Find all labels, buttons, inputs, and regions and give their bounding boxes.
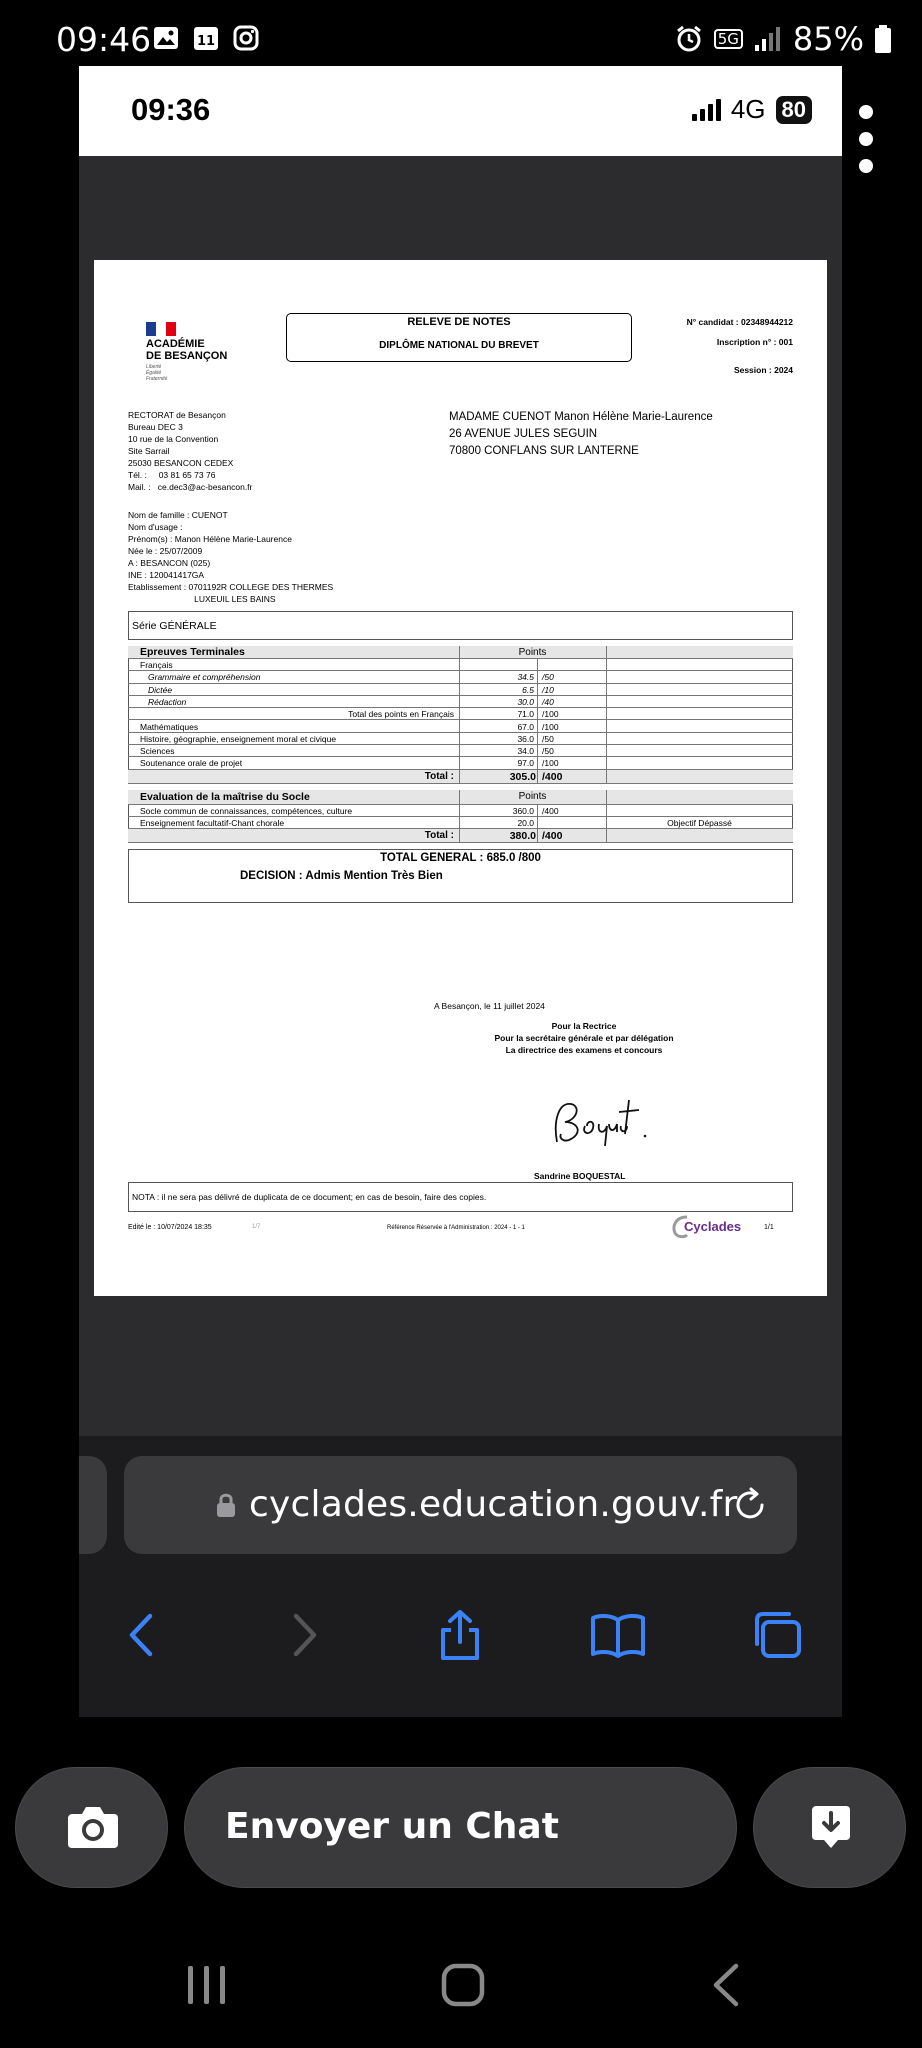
socle-score: 20.0 [517, 818, 534, 828]
score-row-label: Grammaire et compréhension [148, 672, 261, 683]
table-divider [459, 790, 460, 843]
table-divider [606, 790, 607, 843]
android-battery-percent: 85% [792, 20, 864, 58]
more-options-icon[interactable] [852, 102, 880, 176]
motto-fraternite: Fraternité [146, 376, 168, 382]
sign-line-1: Pour la Rectrice [551, 1021, 617, 1031]
sign-line-2: Pour la secrétaire générale et par délégation [494, 1033, 674, 1043]
identity-line: Nom de famille : CUENOT [128, 510, 228, 520]
safari-bottom-bar [79, 1436, 842, 1717]
note-text: NOTA : il ne sera pas délivré de duplicata de ce document; en cas de besoin, faire des copies. [132, 1192, 487, 1202]
score-max: /100 [542, 709, 559, 720]
serie-box [128, 611, 793, 640]
score-value: 30.0 [517, 696, 534, 707]
score-row-label: Soutenance orale de projet [140, 758, 243, 769]
network-5g-badge: 5G [714, 29, 743, 49]
session: Session : 2024 [733, 365, 793, 375]
identity-line: Nom d'usage : [128, 522, 183, 532]
section2-total-label: Total : [424, 830, 454, 841]
footer-edit-date: Edité le : 10/07/2024 18:35 [128, 1224, 212, 1231]
points-header: Points [518, 647, 547, 658]
camera-icon [66, 1804, 120, 1850]
academy-logo-line2: DE BESANÇON [146, 350, 228, 362]
section2-total-row [128, 829, 793, 843]
share-icon[interactable] [431, 1606, 489, 1664]
score-value: 34.5 [517, 672, 534, 683]
score-max: /50 [542, 733, 554, 744]
identity-line: A : BESANCON (025) [128, 558, 211, 568]
sign-line-3: La directrice des examens et concours [505, 1045, 663, 1055]
score-row [128, 684, 793, 696]
section1-total-label: Total : [424, 771, 454, 782]
recent-apps-icon[interactable] [184, 1962, 230, 2008]
points-header-2: Points [518, 791, 547, 802]
recipient-line: 70800 CONFLANS SUR LANTERNE [449, 445, 639, 457]
score-value: 67.0 [517, 721, 534, 732]
save-button[interactable] [753, 1767, 906, 1888]
back-nav-icon[interactable] [706, 1962, 746, 2008]
socle-score: 360.0 [512, 806, 534, 816]
table-divider [459, 646, 460, 784]
chat-input[interactable] [184, 1767, 737, 1888]
footer-brand: Cyclades [684, 1219, 742, 1234]
score-value: 6.5 [522, 684, 534, 695]
identity-line: LUXEUIL LES BAINS [128, 594, 276, 604]
candidate-number: N° candidat : 02348944212 [686, 317, 793, 327]
home-icon[interactable] [440, 1962, 486, 2008]
score-value: 36.0 [517, 733, 534, 744]
score-max: /40 [542, 696, 554, 707]
academy-logo-line1: ACADÉMIE [146, 338, 205, 350]
footer-page: 1/1 [764, 1224, 774, 1231]
ios-system-icons [692, 94, 812, 125]
sender-line: Mail. : ce.dec3@ac-besancon.fr [128, 482, 253, 492]
score-value: 34.0 [517, 746, 534, 757]
reload-icon[interactable] [731, 1486, 769, 1524]
ios-battery-icon: 80 [776, 96, 812, 124]
notification-icons [152, 24, 260, 52]
score-row-label: Mathématiques [140, 721, 199, 732]
handwritten-signature [549, 1090, 649, 1150]
gallery-icon [152, 24, 180, 52]
inscription-number: Inscription n° : 001 [716, 337, 793, 347]
battery-icon [874, 24, 892, 54]
sender-line: Site Sarrail [128, 446, 170, 456]
chat-placeholder: Envoyer un Chat [225, 1806, 559, 1847]
socle-row-label: Socle commun de connaissances, compétences, culture [140, 806, 353, 816]
identity-line: INE : 120041417GA [128, 570, 205, 580]
section1-total-row [128, 770, 793, 784]
ios-signal-icon [692, 99, 721, 121]
score-max: /50 [542, 672, 554, 683]
instagram-icon [232, 24, 260, 52]
address-bar[interactable] [124, 1456, 797, 1554]
ios-status-bar [79, 66, 842, 156]
section1-total-score: 305.0 [509, 771, 536, 783]
motto-egalite: Égalité [146, 370, 162, 376]
score-max: /100 [542, 721, 559, 732]
calendar-icon [192, 24, 220, 52]
motto-liberte: Liberté [146, 364, 162, 370]
android-system-icons [674, 20, 892, 58]
ios-clock: 09:36 [131, 92, 211, 127]
table-divider [606, 646, 607, 784]
recipient-line: MADAME CUENOT Manon Hélène Marie-Laurence [449, 411, 713, 423]
total-general: TOTAL GENERAL : 685.0 /800 [380, 852, 541, 864]
score-row-label: Histoire, géographie, enseignement moral et civique [140, 733, 337, 744]
score-row [128, 721, 793, 733]
section1-header: Epreuves Terminales [140, 646, 245, 658]
back-icon[interactable] [114, 1606, 172, 1664]
socle-note: Objectif Dépassé [667, 818, 732, 828]
ios-network: 4G [730, 94, 766, 124]
section2-total-score: 380.0 [509, 830, 536, 842]
score-row-label: Dictée [148, 684, 173, 695]
score-row [128, 659, 793, 671]
decision: DECISION : Admis Mention Très Bien [240, 870, 443, 882]
table-divider [537, 805, 538, 843]
section2-total-max: /400 [542, 830, 563, 842]
android-clock: 09:46 [56, 20, 152, 59]
score-row-label: Total des points en Français [348, 709, 454, 720]
score-value: 71.0 [517, 709, 534, 720]
section2-header: Evaluation de la maîtrise du Socle [140, 791, 310, 803]
document-title: RELEVE DE NOTES [407, 316, 511, 328]
score-max: /100 [542, 758, 559, 769]
signal-icon [753, 25, 783, 53]
sender-line: 25030 BESANCON CEDEX [128, 458, 234, 468]
republique-flag-logo [146, 322, 176, 336]
camera-button[interactable] [15, 1767, 168, 1888]
socle-max: /400 [542, 806, 559, 816]
identity-line: Etablissement : 0701192R COLLEGE DES THERMES [128, 582, 334, 592]
score-row [128, 696, 793, 708]
score-row [128, 745, 793, 757]
document-subtitle: DIPLÔME NATIONAL DU BREVET [379, 340, 539, 351]
recipient-line: 26 AVENUE JULES SEGUIN [449, 428, 598, 440]
score-max: /50 [542, 746, 554, 757]
lock-icon [216, 1492, 236, 1518]
shared-screenshot [79, 66, 842, 1717]
bookmarks-icon[interactable] [589, 1606, 647, 1664]
identity-line: Prénom(s) : Manon Hélène Marie-Laurence [128, 534, 292, 544]
sender-line: Tél. : 03 81 65 73 76 [128, 470, 216, 480]
tabs-icon[interactable] [749, 1606, 807, 1664]
score-row-label: Français [140, 660, 173, 670]
score-report-document [94, 260, 827, 1296]
alarm-icon [674, 24, 704, 54]
score-row-label: Sciences [140, 746, 175, 757]
score-max: /10 [542, 684, 554, 695]
score-row-label: Rédaction [148, 696, 187, 707]
footer-reference: Référence Réservée à l'Administration : 2024 - 1 - 1 [387, 1225, 525, 1231]
footer-small-page: 1/7 [252, 1224, 261, 1230]
sender-line: RECTORAT de Besançon [128, 410, 226, 420]
identity-line: Née le : 25/07/2009 [128, 546, 203, 556]
previous-tab-preview[interactable] [79, 1456, 107, 1554]
section1-total-max: /400 [542, 771, 563, 783]
download-icon [810, 1804, 852, 1850]
socle-row-label: Enseignement facultatif-Chant chorale [140, 818, 285, 828]
signer-name: Sandrine BOQUESTAL [534, 1171, 626, 1181]
url-text: cyclades.education.gouv.fr [249, 1484, 738, 1525]
place-date: A Besançon, le 11 juillet 2024 [434, 1001, 545, 1011]
table-divider [537, 659, 538, 784]
forward-icon[interactable] [274, 1606, 332, 1664]
svg-text:11: 11 [196, 34, 216, 49]
sender-line: Bureau DEC 3 [128, 422, 183, 432]
sender-line: 10 rue de la Convention [128, 434, 219, 444]
score-value: 97.0 [517, 758, 534, 769]
serie-label: Série GÉNÉRALE [132, 620, 217, 632]
